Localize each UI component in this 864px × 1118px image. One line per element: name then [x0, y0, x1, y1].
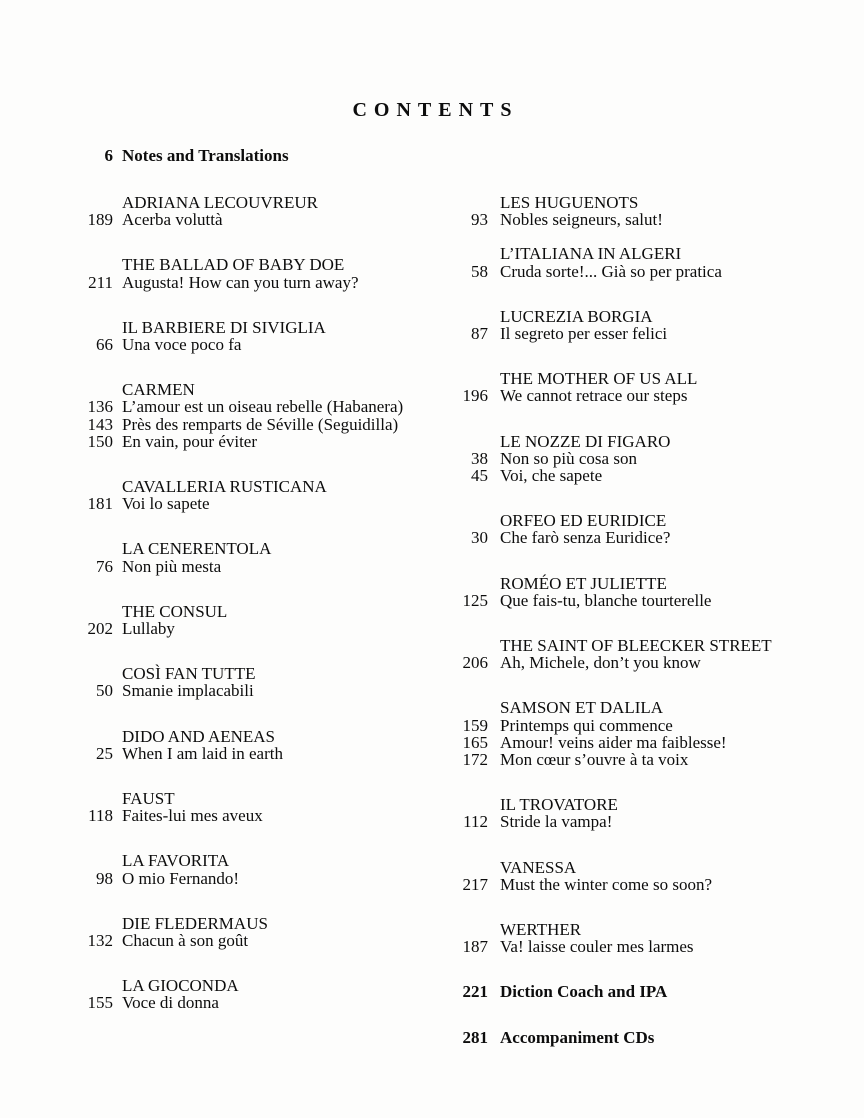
- front-matter-label: Notes and Translations: [122, 146, 289, 165]
- opera-title-row: [61, 256, 471, 273]
- opera-title: CAVALLERIA RUSTICANA: [122, 477, 327, 497]
- page-number-spacer: [436, 370, 488, 387]
- page-number: 30: [471, 528, 488, 548]
- toc-entry: [436, 211, 856, 228]
- opera-title-row: [61, 852, 471, 869]
- opera-title: WERTHER: [500, 920, 582, 940]
- aria-title: Chacun à son goût: [122, 931, 249, 951]
- toc-section: [61, 194, 471, 228]
- aria-title: Voce di donna: [122, 993, 219, 1013]
- opera-title: THE MOTHER OF US ALL: [500, 369, 698, 389]
- toc-entry: [61, 211, 471, 228]
- page-number: 150: [87, 431, 113, 451]
- page-number: 136: [87, 397, 113, 417]
- aria-title: Accompaniment CDs: [500, 1027, 655, 1047]
- opera-title-row: [436, 575, 856, 592]
- aria-title: Augusta! How can you turn away?: [122, 272, 359, 292]
- toc-entry: [436, 813, 856, 830]
- aria-title: Non so più cosa son: [500, 448, 637, 468]
- opera-title: CARMEN: [122, 380, 195, 400]
- toc-section: [436, 370, 856, 404]
- aria-title: Mon cœur s’ouvre à ta voix: [500, 750, 689, 770]
- opera-title: SAMSON ET DALILA: [500, 698, 664, 718]
- page-number: 206: [462, 653, 488, 673]
- toc-section: [61, 319, 471, 353]
- page-number-spacer: [61, 194, 113, 211]
- page-number: 50: [96, 681, 113, 701]
- page-number: 189: [87, 210, 113, 230]
- aria-title: Must the winter come so soon?: [500, 874, 712, 894]
- page-number-spacer: [61, 728, 113, 745]
- aria-title: Una voce poco fa: [122, 335, 242, 355]
- opera-title-row: [61, 728, 471, 745]
- page-number-spacer: [436, 575, 488, 592]
- toc-section: [436, 512, 856, 546]
- page-number: 143: [87, 414, 113, 434]
- opera-title: DIE FLEDERMAUS: [122, 913, 268, 933]
- opera-title-row: [61, 603, 471, 620]
- opera-title: LA CENERENTOLA: [122, 539, 272, 559]
- page-number: 93: [471, 210, 488, 230]
- toc-entry: [61, 620, 471, 637]
- toc-entry: [436, 1029, 856, 1046]
- opera-title: LA FAVORITA: [122, 851, 230, 871]
- opera-title-row: [61, 194, 471, 211]
- toc-section: [436, 637, 856, 671]
- aria-title: L’amour est un oiseau rebelle (Habanera): [122, 397, 404, 417]
- page-number: 98: [96, 868, 113, 888]
- page-number: 281: [462, 1027, 488, 1047]
- page-number-spacer: [436, 796, 488, 813]
- toc-section: [436, 859, 856, 893]
- aria-title: Non più mesta: [122, 556, 222, 576]
- page-number: 118: [88, 806, 113, 826]
- toc-section: [61, 603, 471, 637]
- toc-section: [436, 245, 856, 279]
- toc-section: [61, 852, 471, 886]
- aria-title: O mio Fernando!: [122, 868, 240, 888]
- opera-title-row: [61, 977, 471, 994]
- toc-entry: [61, 336, 471, 353]
- page-number-spacer: [61, 977, 113, 994]
- opera-title: LA GIOCONDA: [122, 976, 239, 996]
- page-number: 58: [471, 261, 488, 281]
- page-number-spacer: [61, 540, 113, 557]
- toc-entry: [61, 745, 471, 762]
- page-number-spacer: [436, 194, 488, 211]
- toc-entry: [436, 592, 856, 609]
- page-number: 155: [87, 993, 113, 1013]
- opera-title-row: [436, 308, 856, 325]
- toc-entry: [61, 274, 471, 291]
- page-number-spacer: [436, 859, 488, 876]
- page-number-spacer: [61, 319, 113, 336]
- opera-title: LE NOZZE DI FIGARO: [500, 431, 671, 451]
- aria-title: Smanie implacabili: [122, 681, 254, 701]
- toc-section: [436, 699, 856, 768]
- toc-entry: [436, 387, 856, 404]
- opera-title-row: [436, 699, 856, 716]
- aria-title: En vain, pour éviter: [122, 431, 258, 451]
- opera-title: THE CONSUL: [122, 601, 228, 621]
- page-number: 38: [471, 448, 488, 468]
- aria-title: Lullaby: [122, 619, 175, 639]
- aria-title: Ah, Michele, don’t you know: [500, 653, 701, 673]
- aria-title: Que fais-tu, blanche tourterelle: [500, 590, 712, 610]
- opera-title-row: [436, 370, 856, 387]
- opera-title: LES HUGUENOTS: [500, 193, 639, 212]
- toc-section: [61, 665, 471, 699]
- toc-section: [61, 977, 471, 1011]
- toc-section: [61, 381, 471, 450]
- aria-title: Printemps qui commence: [500, 715, 673, 735]
- opera-title: DIDO AND AENEAS: [122, 726, 275, 746]
- opera-title-row: [61, 665, 471, 682]
- toc-section-special: [436, 983, 856, 1000]
- aria-title: Voi lo sapete: [122, 494, 210, 514]
- toc-entry: [61, 994, 471, 1011]
- opera-title-row: [436, 637, 856, 654]
- aria-title: Che farò senza Euridice?: [500, 528, 671, 548]
- page-number: 6: [104, 146, 113, 165]
- page-number: 76: [96, 556, 113, 576]
- toc-entry: [436, 751, 856, 768]
- page-number: 66: [96, 335, 113, 355]
- page-number-spacer: [61, 790, 113, 807]
- page-number-spacer: [436, 433, 488, 450]
- toc-entry: [436, 325, 856, 342]
- page-number-spacer: [436, 308, 488, 325]
- front-matter-entry: [61, 147, 289, 164]
- toc-section: [436, 921, 856, 955]
- opera-title-row: [436, 921, 856, 938]
- opera-title: VANESSA: [500, 857, 577, 877]
- page-number: 211: [88, 272, 113, 292]
- opera-title: THE BALLAD OF BABY DOE: [122, 255, 345, 275]
- toc-entry: [436, 263, 856, 280]
- page-number-spacer: [436, 245, 488, 262]
- opera-title: LUCREZIA BORGIA: [500, 306, 653, 326]
- opera-title: IL TROVATORE: [500, 795, 618, 815]
- page-number: 159: [462, 715, 488, 735]
- aria-title: Amour! veins aider ma faiblesse!: [500, 732, 727, 752]
- page-number: 221: [462, 982, 488, 1002]
- toc-entry: [436, 467, 856, 484]
- page-number: 25: [96, 743, 113, 763]
- toc-column-left: [61, 194, 471, 1040]
- opera-title-row: [61, 790, 471, 807]
- aria-title: Voi, che sapete: [500, 466, 603, 486]
- page-number-spacer: [436, 921, 488, 938]
- aria-title: Diction Coach and IPA: [500, 982, 668, 1002]
- toc-section: [436, 194, 856, 228]
- page-number-spacer: [61, 603, 113, 620]
- toc-section: [61, 728, 471, 762]
- opera-title-row: [436, 194, 856, 211]
- page-number: 202: [87, 619, 113, 639]
- aria-title: Va! laisse couler mes larmes: [500, 937, 694, 957]
- opera-title: L’ITALIANA IN ALGERI: [500, 244, 682, 264]
- aria-title: Stride la vampa!: [500, 812, 613, 832]
- opera-title-row: [436, 433, 856, 450]
- toc-section: [61, 540, 471, 574]
- toc-entry: [61, 558, 471, 575]
- page-number: 165: [462, 732, 488, 752]
- toc-entry: [436, 717, 856, 734]
- page-number: 196: [462, 386, 488, 406]
- toc-section: [436, 796, 856, 830]
- aria-title: Acerba voluttà: [122, 210, 223, 230]
- opera-title: COSÌ FAN TUTTE: [122, 664, 256, 684]
- opera-title-row: [61, 319, 471, 336]
- opera-title: ORFEO ED EURIDICE: [500, 511, 667, 531]
- page-number: 132: [87, 931, 113, 951]
- page-number: 45: [471, 466, 488, 486]
- page-number-spacer: [436, 512, 488, 529]
- toc-entry: [61, 495, 471, 512]
- toc-entry: [436, 654, 856, 671]
- toc-entry: [61, 398, 471, 415]
- aria-title: We cannot retrace our steps: [500, 386, 688, 406]
- page-number: 217: [462, 874, 488, 894]
- page-number: 125: [462, 590, 488, 610]
- toc-entry: [436, 734, 856, 751]
- toc-section: [61, 915, 471, 949]
- page-number: 187: [462, 937, 488, 957]
- toc-entry: [61, 433, 471, 450]
- toc-entry: [436, 876, 856, 893]
- toc-entry: [436, 983, 856, 1000]
- aria-title: Près des remparts de Séville (Seguidilla): [122, 414, 399, 434]
- page-number-spacer: [436, 699, 488, 716]
- aria-title: Nobles seigneurs, salut!: [500, 210, 663, 230]
- page-number-spacer: [61, 852, 113, 869]
- aria-title: Il segreto per esser felici: [500, 324, 668, 344]
- page-number-spacer: [61, 478, 113, 495]
- opera-title-row: [61, 478, 471, 495]
- opera-title: ROMÉO ET JULIETTE: [500, 573, 667, 593]
- opera-title: IL BARBIERE DI SIVIGLIA: [122, 317, 326, 337]
- opera-title-row: [436, 859, 856, 876]
- page-number: 172: [462, 750, 488, 770]
- page-number-spacer: [436, 637, 488, 654]
- opera-title: FAUST: [122, 789, 175, 809]
- opera-title-row: [436, 245, 856, 262]
- page-number-spacer: [61, 381, 113, 398]
- toc-entry: [61, 807, 471, 824]
- toc-section: [436, 575, 856, 609]
- toc-section: [61, 256, 471, 290]
- toc-entry: [61, 870, 471, 887]
- opera-title: ADRIANA LECOUVREUR: [122, 193, 318, 212]
- toc-section: [436, 308, 856, 342]
- opera-title-row: [436, 796, 856, 813]
- page-number: 87: [471, 324, 488, 344]
- toc-section: [61, 478, 471, 512]
- toc-entry: [436, 938, 856, 955]
- toc-entry: [61, 682, 471, 699]
- opera-title-row: [61, 540, 471, 557]
- page-number: 181: [87, 494, 113, 514]
- toc-entry: [61, 416, 471, 433]
- toc-entry: [436, 529, 856, 546]
- toc-section: [436, 433, 856, 485]
- toc-section: [61, 790, 471, 824]
- aria-title: Faites-lui mes aveux: [122, 806, 263, 826]
- toc-entry: [61, 932, 471, 949]
- page-title: CONTENTS: [352, 99, 519, 121]
- toc-column-right: [436, 194, 856, 1074]
- toc-section-special: [436, 1029, 856, 1046]
- opera-title-row: [436, 512, 856, 529]
- page-number-spacer: [61, 915, 113, 932]
- opera-title-row: [61, 381, 471, 398]
- toc-entry: [436, 450, 856, 467]
- opera-title: THE SAINT OF BLEECKER STREET: [500, 636, 772, 656]
- opera-title-row: [61, 915, 471, 932]
- page-number-spacer: [61, 665, 113, 682]
- aria-title: When I am laid in earth: [122, 743, 283, 763]
- page-number: 112: [463, 812, 488, 832]
- page-number-spacer: [61, 256, 113, 273]
- aria-title: Cruda sorte!... Già so per pratica: [500, 261, 722, 281]
